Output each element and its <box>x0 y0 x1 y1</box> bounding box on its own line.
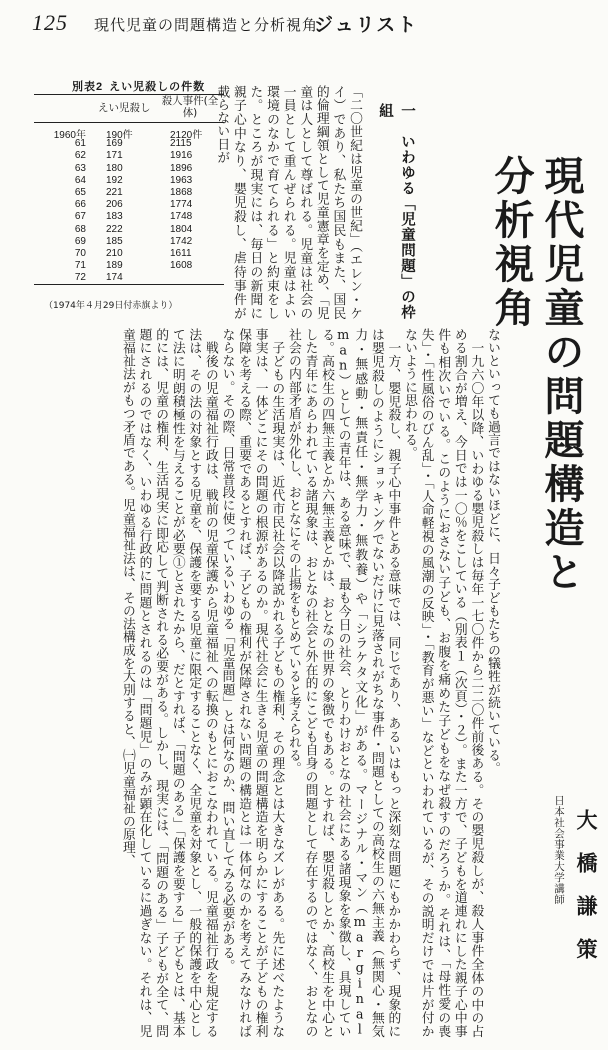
table-row <box>34 236 224 248</box>
table-row <box>34 211 224 223</box>
table-cell-infanticide: 180 <box>106 162 123 174</box>
table-cell-all-murder: 1963 <box>170 174 193 186</box>
table-cell-all-murder: 1611 <box>170 248 192 259</box>
body-paragraph: 「二〇世紀は児童の世紀」（エレン・ケイ）であり、私たち国民もまた、国民的倫理綱領として児童憲章を定め、「児童は人として尊ばれる。児童は社会の一員として重んぜられる。児童はよい環境のなかで育てられる」と約束をした。ところが現実には、毎日の新聞に親子心中なり、嬰児殺し、虐待事件が載らない日が <box>214 85 362 320</box>
table-caption-title: えい児殺しの件数 <box>109 80 206 93</box>
table-cell-infanticide: 222 <box>106 223 123 235</box>
section-heading: 一 いわゆる「児童問題」の枠組 <box>377 103 415 320</box>
table-bottom-rule <box>34 284 224 285</box>
body-bottom-column <box>30 328 500 1038</box>
table-row <box>34 126 224 141</box>
table-cell-year: 1960年 <box>53 130 86 141</box>
table-cell-infanticide: 206 <box>106 199 123 211</box>
table-header-all-murder: 殺人事件(全体) <box>161 95 219 119</box>
table-row <box>34 248 224 260</box>
table-cell-all-murder: 1608 <box>170 260 193 272</box>
author-affiliation: 日本社会事業大学講師 <box>553 795 565 905</box>
table-cell-infanticide: 183 <box>106 211 123 223</box>
table-cell-year: 71 <box>74 260 86 272</box>
table-cell-year: 67 <box>74 211 86 223</box>
table-source: （1974年４月29日付赤旗より） <box>44 301 178 311</box>
table-cell-infanticide: 185 <box>106 235 123 247</box>
table-cell-year: 65 <box>74 187 86 198</box>
table-cell-all-murder: 1868 <box>170 187 193 198</box>
table-cell-all-murder: 2115 <box>170 138 192 150</box>
table-cell-infanticide: 210 <box>106 248 123 259</box>
table-header-rule <box>34 122 224 123</box>
table-cell-infanticide: 169 <box>106 138 123 150</box>
table-caption-id: 別表2 <box>72 81 104 93</box>
table-cell-all-murder: 1916 <box>170 150 193 162</box>
table-cell-infanticide: 190件 <box>106 130 133 141</box>
table-cell-all-murder: 1774 <box>170 199 193 211</box>
table-cell-infanticide: 192 <box>106 174 123 186</box>
table-row <box>34 187 224 199</box>
table-cell-all-murder: 2120件 <box>170 130 203 141</box>
table-cell-year: 69 <box>74 235 86 247</box>
table-cell-all-murder: 1748 <box>170 211 193 223</box>
article-title: 現代児童の問題構造と分析視角 <box>488 155 584 595</box>
author-name: 大橋謙策 <box>574 809 598 981</box>
table-row <box>34 175 224 187</box>
body-top-column <box>214 85 362 320</box>
table-cell-all-murder: 1804 <box>170 223 193 235</box>
infanticide-table <box>34 78 228 311</box>
table-row <box>34 224 224 236</box>
table-row <box>34 272 224 284</box>
table-row <box>34 138 224 150</box>
table-row <box>34 260 224 272</box>
table-row <box>34 199 224 211</box>
author-block <box>520 795 600 1035</box>
table-cell-year: 72 <box>74 272 86 284</box>
table-cell-infanticide: 189 <box>106 260 123 272</box>
table-row <box>34 163 224 175</box>
running-title: 現代児童の問題構造と分析視角 <box>94 16 319 34</box>
table-cell-year: 62 <box>74 150 86 162</box>
page-number: 125 <box>32 10 68 35</box>
table-cell-year: 63 <box>74 162 86 174</box>
table-caption <box>72 78 205 94</box>
table-cell-year: 68 <box>74 223 86 235</box>
body-paragraph: ないといっても過言ではないほどに、日々子どもたちの犠牲が続いている。 一九六〇年以降、いわゆる嬰児殺しは毎年一七〇件から二二〇件前後ある。その嬰児殺しが、殺人事件全体の中の占める割合が増え、今日では一〇％をこしている（別表１（次頁）・２）。また一方で、子どもを道連れにした親子心中事件も相次いでいる。このようにおさない子ども、お腹を痛めた子どもをなぜ殺すのだろうか。それは、「母性愛の喪失」・「性風俗のびん乱」・「人命軽視の風潮の反映」・「教育が悪い」などといわれているが、その説明だけでは片が付かないように思われる。 一方、嬰児殺し、親子心中事件とある意味では、同じであり、あるいはもっと深刻な問題にもかかわらず、現象的には嬰児殺しのようにショッキングでないだけに見落されがちな事件・問題としての高校生の六無主義（無関心・無気力・無感動・無責任・無学力・無教養）や「シラケタ文化」がある。マージナル・マン（marginal man）としての青年は、ある意味で、最も今日の社会、とりわけおとなの社会にある諸現象を象徴し、具現している。高校生の四無主義とか六無主義とかは、おとなの世界の象徴でもある。とすれば、嬰児殺しとか、高校生を中心とした青年にあらわれている諸現象は、おとなの社会と外在的にこども自身の問題として存在するのではなく、おとなの社会の内部矛盾が外化し、おとなにその止揚をもとめていると考えられる。 子どもの生活現実は、近代市民社会以降説かれる子どもの権利、その理念とは大きなズレがある。先に述べたような事実は、一体どこにその問題の根源があるのか。現代社会に生きる児童の問題構造を明らかにすることが子どもの権利保障を考える際、重要であるとすれば、子どもの権利が保障されない問題の構造とは一体何なのかを考えてみなければならない。その際、日常普段に使っているいわゆる「児童問題」とは何なのか、問い直してみる必要がある。 戦後の児童福祉行政は、戦前の児童保護から児童福祉への転換のもとにおこなわれている。児童福祉行政を規定する法は、その法の対象とする児童を、保護を要する児童に限定することなく、全児童を対象とし、一般的保護を中心として法に明朗積極性を与えることが必要①とされたから、だとすれば、「問題のある」「保護を要する」子どもとは、基本的には、児童の権利、生活現実に即応して判断される必要がある。しかし、現実には、「問題のある」子どもが全て、問題にされるのではなく、いわゆる行政的に問題とされるのは「問題児」のみが顕在化しているに過ぎない。それは、児童福祉法がもつ矛盾である。児童福祉法は、その法構成を大別すると、㈠児童福祉の原理、 <box>119 328 500 1038</box>
table-cell-infanticide: 221 <box>106 187 123 198</box>
table-cell-year: 70 <box>74 248 86 259</box>
table-row <box>34 150 224 162</box>
table-cell-all-murder: 1896 <box>170 162 193 174</box>
table-cell-year: 64 <box>74 174 86 186</box>
table-cell-infanticide: 174 <box>106 272 123 284</box>
table-header-infanticide: えい児殺し <box>98 102 151 114</box>
table-cell-all-murder: 1742 <box>170 235 193 247</box>
table-cell-year: 66 <box>74 199 86 211</box>
table-cell-year: 61 <box>74 138 86 150</box>
journal-name: ジュリスト <box>314 14 419 36</box>
table-cell-infanticide: 171 <box>106 150 123 162</box>
